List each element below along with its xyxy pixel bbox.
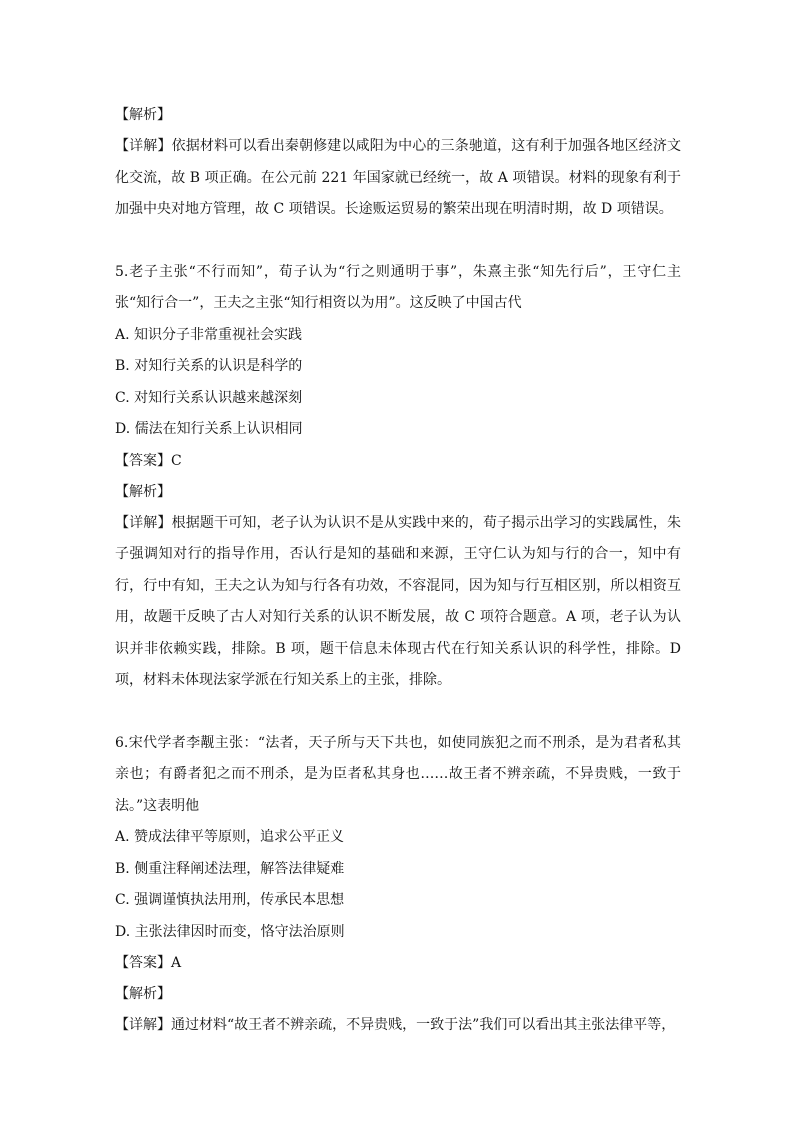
answer-line: 【答案】A [115,955,182,971]
analysis-heading: 【解析】 [115,986,171,1002]
block-previous-analysis [115,100,681,226]
option-b: B. 对知行关系的认识是科学的 [115,358,303,374]
detailed-explanation: 【详解】通过材料“故王者不辨亲疏，不异贵贱，一致于法”我们可以看出其主张法律平等， [115,1017,676,1033]
document-page [115,100,681,1042]
option-d: D. 主张法律因时而变，恪守法治原则 [115,923,345,940]
option-a: A. 知识分子非常重视社会实践 [115,326,303,343]
question-stem: 5.老子主张“不行而知”，荀子认为“行之则通明于事”，朱熹主张“知先行后”，王守仁主张“知行合一”，王夫之主张“知行相资以为用”。这反映了中国古代 [115,263,681,311]
question-5 [115,257,681,697]
option-a: A. 赞成法律平等原则，追求公平正义 [115,829,345,845]
detailed-explanation: 【详解】依据材料可以看出秦朝修建以咸阳为中心的三条驰道，这有利于加强各地区经济文化交流，故 B 项正确。在公元前 221 年国家就已经统一，故 A 项错误。材料的现象有利于加强中央对地方管理，故 C 项错误。长途贩运贸易的繁荣出现在明清时期，故 D 项错误。 [115,138,681,217]
option-c: C. 对知行关系认识越来越深刻 [115,389,303,406]
detailed-explanation: 【详解】根据题干可知，老子认为认识不是从实践中来的，荀子揭示出学习的实践属性，朱子强调知对行的指导作用，否认行是知的基础和来源，王守仁认为知与行的合一，知中有行，行中有知，王夫之认为知与行各有功效，不容混同，因为知与行互相区别，所以相资互用，故题干反映了古人对知行关系的认识不断发展，故 C 项符合题意。A 项，老子认为认识并非依赖实践，排除。B 项，题干信息未体现古代在行知关系认识的科学性，排除。D 项，材料未体现法家学派在行知关系上的主张，排除。 [115,514,681,688]
option-c: C. 强调谨慎执法用刑，传承民本思想 [115,892,345,908]
question-6 [115,728,681,1042]
option-b: B. 侧重注释阐述法理，解答法律疑难 [115,860,345,877]
question-stem: 6.宋代学者李觏主张：“法者，天子所与天下共也，如使同族犯之而不刑杀，是为君者私其亲也；有爵者犯之而不刑杀，是为臣者私其身也……故王者不辨亲疏，不异贵贱，一致于法。”这表明他 [115,734,681,814]
analysis-heading: 【解析】 [115,107,171,123]
option-d: D. 儒法在知行关系上认识相同 [115,421,303,437]
answer-line: 【答案】C [115,452,182,469]
analysis-heading: 【解析】 [115,483,171,500]
